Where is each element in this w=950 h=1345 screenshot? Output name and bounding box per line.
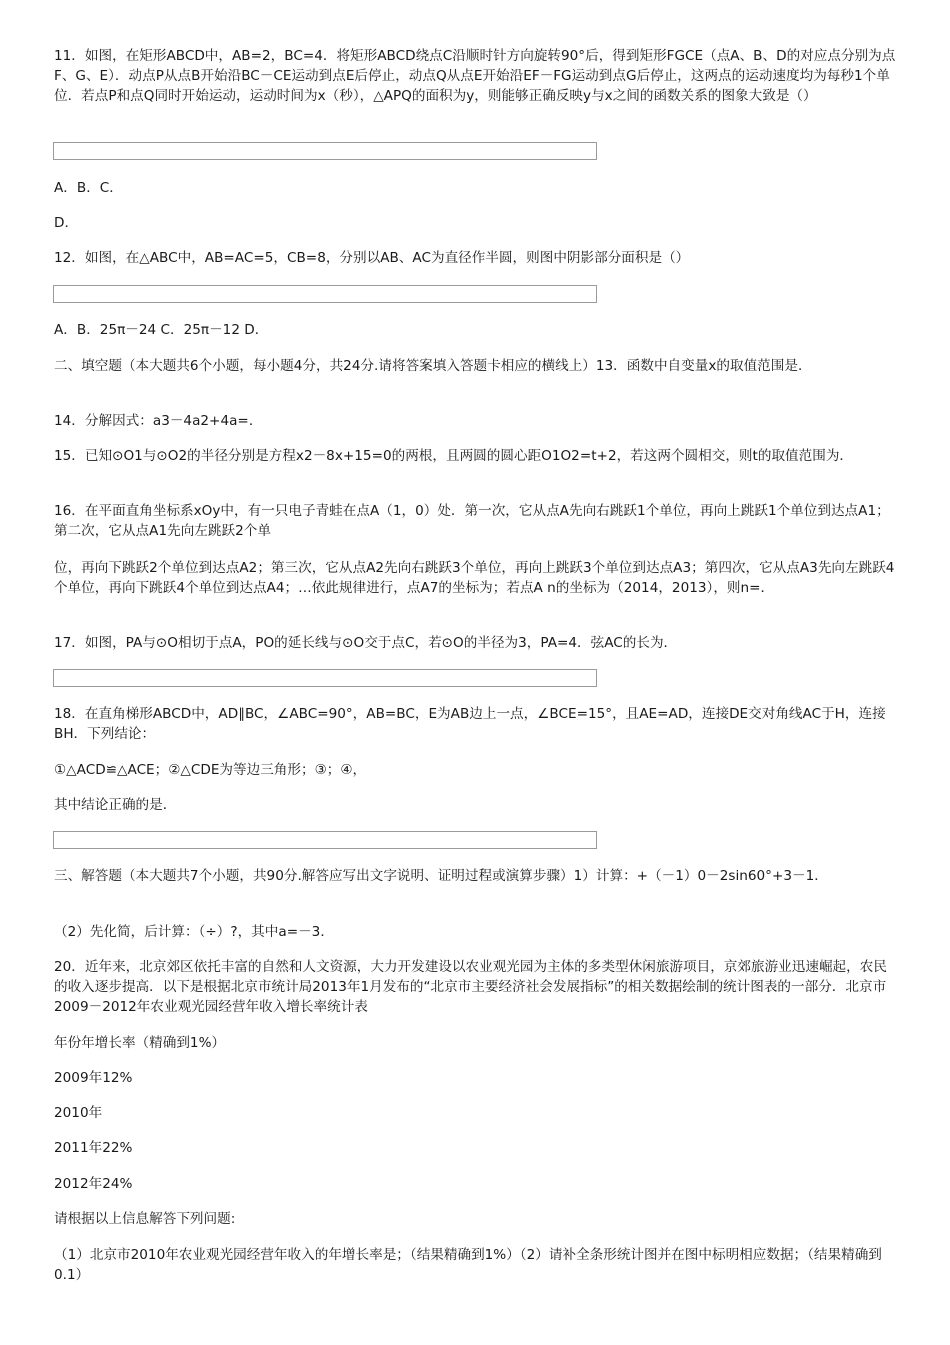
table-header: 年份年增长率（精确到1%）	[54, 1035, 226, 1051]
question-19-part2: （2）先化简，后计算：（÷）?，其中a=－3．	[54, 924, 334, 940]
question-20-prompt: 请根据以上信息解答下列问题:	[54, 1211, 236, 1227]
question-11-options: A．B．C．	[54, 180, 123, 196]
question-11: 11．如图，在矩形ABCD中，AB=2，BC=4．将矩形ABCD绕点C沿顺时针方向旋转90°后，得到矩形FGCE（点A、B、D的对应点分别为点F、G、E）．动点P从点B开始沿BC－CE运动到点E后停止，动点Q从点E开始沿EF－FG运动到点G后停止，这两点的运动速度均为每秒1个单位．若点P和点Q同时开始运动，运动时间为x（秒），△APQ的面积为y，则能够正确反映y与x之间的函数关系的图象大致是（）	[54, 48, 896, 104]
question-18: 18．在直角梯形ABCD中，AD∥BC，∠ABC=90°，AB=BC，E为AB边上一点，∠BCE=15°，且AE=AD，连接DE交对角线AC于H，连接BH．下列结论：	[54, 706, 886, 742]
question-11-figure	[53, 142, 597, 160]
question-12-options: A．B．25π－24 C．25π－12 D．	[54, 322, 269, 338]
question-14: 14．分解因式：a3－4a2+4a=．	[54, 413, 263, 429]
question-18-ending: 其中结论正确的是．	[54, 797, 177, 813]
question-20-subquestions: （1）北京市2010年农业观光园经营年收入的年增长率是；（结果精确到1%）（2）请补全条形统计图并在图中标明相应数据；（结果精确到0.1）	[54, 1247, 882, 1283]
section-3-heading: 三、解答题（本大题共7个小题，共90分.解答应写出文字说明、证明过程或演算步骤）1）计算：+（－1）0－2sin60°+3－1．	[54, 868, 828, 884]
question-11-option-d: D．	[54, 215, 79, 231]
question-17-figure	[53, 669, 597, 687]
question-18-conclusions: ①△ACD≌△ACE；②△CDE为等边三角形；③；④，	[54, 762, 367, 778]
question-16-part2: 位，再向下跳跃2个单位到达点A2；第三次，它从点A2先向右跳跃3个单位，再向上跳跃3个单位到达点A3；第四次，它从点A3先向左跳跃4个单位，再向下跳跃4个单位到达点A4；…依此规律进行，点A7的坐标为；若点A n的坐标为（2014，2013），则n=．	[54, 560, 895, 596]
table-row: 2012年24%	[54, 1176, 133, 1192]
table-row: 2010年	[54, 1105, 103, 1121]
section-2-heading: 二、填空题（本大题共6个小题，每小题4分，共24分.请将答案填入答题卡相应的横线上）13．函数中自变量x的取值范围是．	[54, 358, 812, 374]
question-17: 17．如图，PA与⊙O相切于点A，PO的延长线与⊙O交于点C，若⊙O的半径为3，PA=4．弦AC的长为．	[54, 635, 678, 651]
table-row: 2009年12%	[54, 1070, 133, 1086]
question-12: 12．如图，在△ABC中，AB=AC=5，CB=8，分别以AB、AC为直径作半圆，则图中阴影部分面积是（）	[54, 250, 690, 266]
question-20: 20．近年来，北京郊区依托丰富的自然和人文资源，大力开发建设以农业观光园为主体的多类型休闲旅游项目，京郊旅游业迅速崛起，农民的收入逐步提高．以下是根据北京市统计局2013年1月发布的“北京市主要经济社会发展指标”的相关数据绘制的统计图表的一部分．北京市2009－2012年农业观光园经营年收入增长率统计表	[54, 959, 887, 1015]
table-row: 2011年22%	[54, 1140, 133, 1156]
question-15: 15．已知⊙O1与⊙O2的半径分别是方程x2－8x+15=0的两根，且两圆的圆心距O1O2=t+2，若这两个圆相交，则t的取值范围为．	[54, 448, 854, 464]
question-12-figure	[53, 285, 597, 303]
question-18-figure	[53, 831, 597, 849]
question-16-part1: 16．在平面直角坐标系xOy中，有一只电子青蛙在点A（1，0）处．第一次，它从点A先向右跳跃1个单位，再向上跳跃1个单位到达点A1；第二次，它从点A1先向左跳跃2个单	[54, 503, 890, 539]
